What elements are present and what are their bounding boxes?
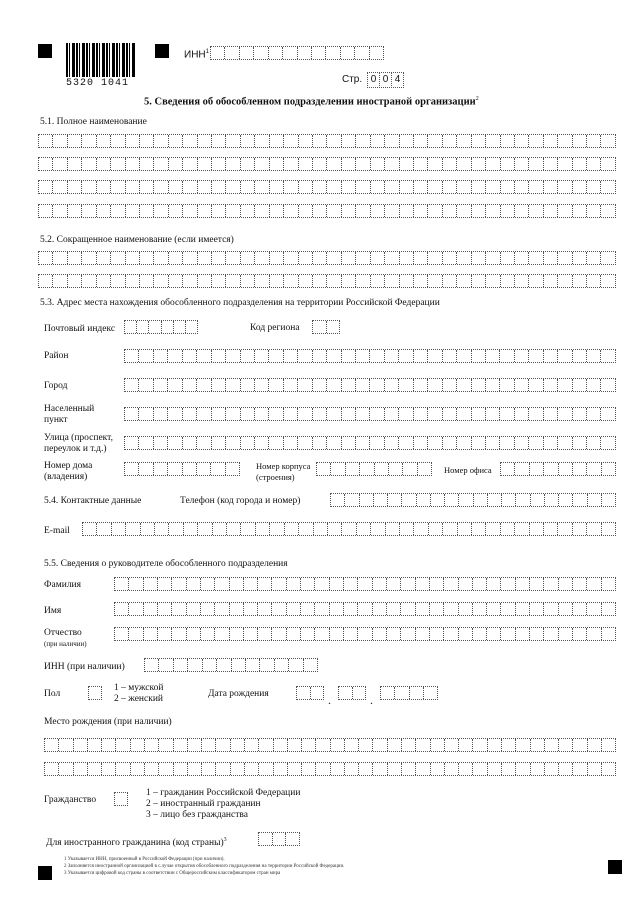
name-field[interactable] [114, 602, 616, 616]
email-field[interactable] [82, 522, 616, 536]
patronymic-label: Отчество (при наличии) [44, 628, 87, 648]
corner-marker-bottom-left [38, 866, 52, 880]
citizenship-options: 1 – гражданин Российской Федерации 2 – иностранный гражданин 3 – лицо без гражданства [146, 788, 301, 820]
barcode-number: 5320 1041 [66, 78, 130, 89]
page-digit: 4 [391, 72, 404, 88]
birth-date-label: Дата рождения [208, 689, 269, 699]
building-field[interactable] [316, 462, 432, 476]
section-5-3-label: 5.3. Адрес места нахождения обособленного подразделения на территории Российской Федерации [40, 298, 440, 308]
short-name-row[interactable] [38, 251, 616, 265]
short-name-row[interactable] [38, 274, 616, 288]
birth-day-field[interactable] [296, 686, 324, 700]
sex-options: 1 – мужской 2 – женский [114, 683, 164, 704]
full-name-row[interactable] [38, 157, 616, 171]
postal-index-field[interactable] [124, 320, 198, 334]
full-name-row[interactable] [38, 204, 616, 218]
page-digit: 0 [367, 72, 380, 88]
email-label: E-mail [44, 526, 70, 536]
district-field[interactable] [124, 349, 616, 363]
birth-month-field[interactable] [338, 686, 366, 700]
corner-marker-top-left [38, 44, 52, 58]
office-label: Номер офиса [444, 465, 492, 475]
foreign-code-field[interactable] [258, 832, 300, 846]
street-field[interactable] [124, 436, 616, 450]
birth-place-row[interactable] [44, 762, 616, 776]
citizenship-field[interactable] [114, 792, 128, 806]
page-digit: 0 [379, 72, 392, 88]
page-number [368, 72, 404, 88]
patronymic-field[interactable] [114, 627, 616, 641]
building-label: Номер корпуса (строения) [256, 461, 311, 482]
section-5-5-label: 5.5. Сведения о руководителе обособленного подразделения [44, 559, 288, 569]
inn-label: ИНН$^1$ [184, 49, 209, 61]
full-name-row[interactable] [38, 180, 616, 194]
footnote-2: 2 Заполняется иностранной организацией в с.лучае открытия обособленного подразделения на территории Российской Федерации. [64, 864, 345, 869]
name-label: Имя [44, 606, 62, 616]
street-label: Улица (проспект, переулок и т.д.) [44, 433, 113, 454]
section-5-1-label: 5.1. Полное наименование [40, 117, 147, 127]
city-field[interactable] [124, 378, 616, 392]
house-field[interactable] [124, 462, 240, 476]
footnote-3: 3 Указывается цифровой код страны в соответствии с Общероссийским классификатором стран мира [64, 871, 281, 876]
inn-field[interactable] [210, 46, 384, 60]
section-5-4-label: 5.4. Контактные данные [44, 496, 142, 506]
birth-place-row[interactable] [44, 738, 616, 752]
page-label: Стр. [342, 74, 363, 85]
sex-label: Пол [44, 689, 61, 699]
corner-marker-top-mid [155, 44, 169, 58]
section-5-2-label: 5.2. Сокращенное наименование (если имеется) [40, 235, 234, 245]
date-separator: . [370, 693, 373, 707]
manager-inn-label: ИНН (при наличии) [44, 662, 125, 672]
office-field[interactable] [500, 462, 616, 476]
foreign-code-label: Для иностранного гражданина (код страны)$^3$ [46, 837, 227, 849]
locality-label: Населенный пункт [44, 404, 95, 425]
full-name-row[interactable] [38, 134, 616, 148]
barcode [66, 43, 136, 77]
district-label: Район [44, 351, 69, 361]
date-separator: . [328, 693, 331, 707]
surname-field[interactable] [114, 577, 616, 591]
phone-label: Телефон (код города и номер) [180, 496, 301, 506]
manager-inn-field[interactable] [144, 658, 318, 672]
corner-marker-bottom-right [608, 860, 622, 874]
region-code-label: Код региона [250, 323, 300, 333]
city-label: Город [44, 381, 68, 391]
phone-field[interactable] [330, 493, 616, 507]
page-title: 5. Сведения об обособленном подразделении иностраной организации$^2$ [144, 96, 479, 108]
postal-index-label: Почтовый индекс [44, 324, 116, 334]
birth-place-label: Место рождения (при наличии) [44, 717, 172, 727]
surname-label: Фамилия [44, 580, 82, 590]
house-label: Номер дома (владения) [44, 461, 93, 482]
region-code-field[interactable] [312, 320, 340, 334]
footnote-1: 1 Указывается ИНН, присвоенный в Российской Федерации (при наличии). [64, 857, 225, 862]
citizenship-label: Гражданство [44, 795, 97, 805]
locality-field[interactable] [124, 407, 616, 421]
sex-field[interactable] [88, 686, 102, 700]
birth-year-field[interactable] [380, 686, 438, 700]
